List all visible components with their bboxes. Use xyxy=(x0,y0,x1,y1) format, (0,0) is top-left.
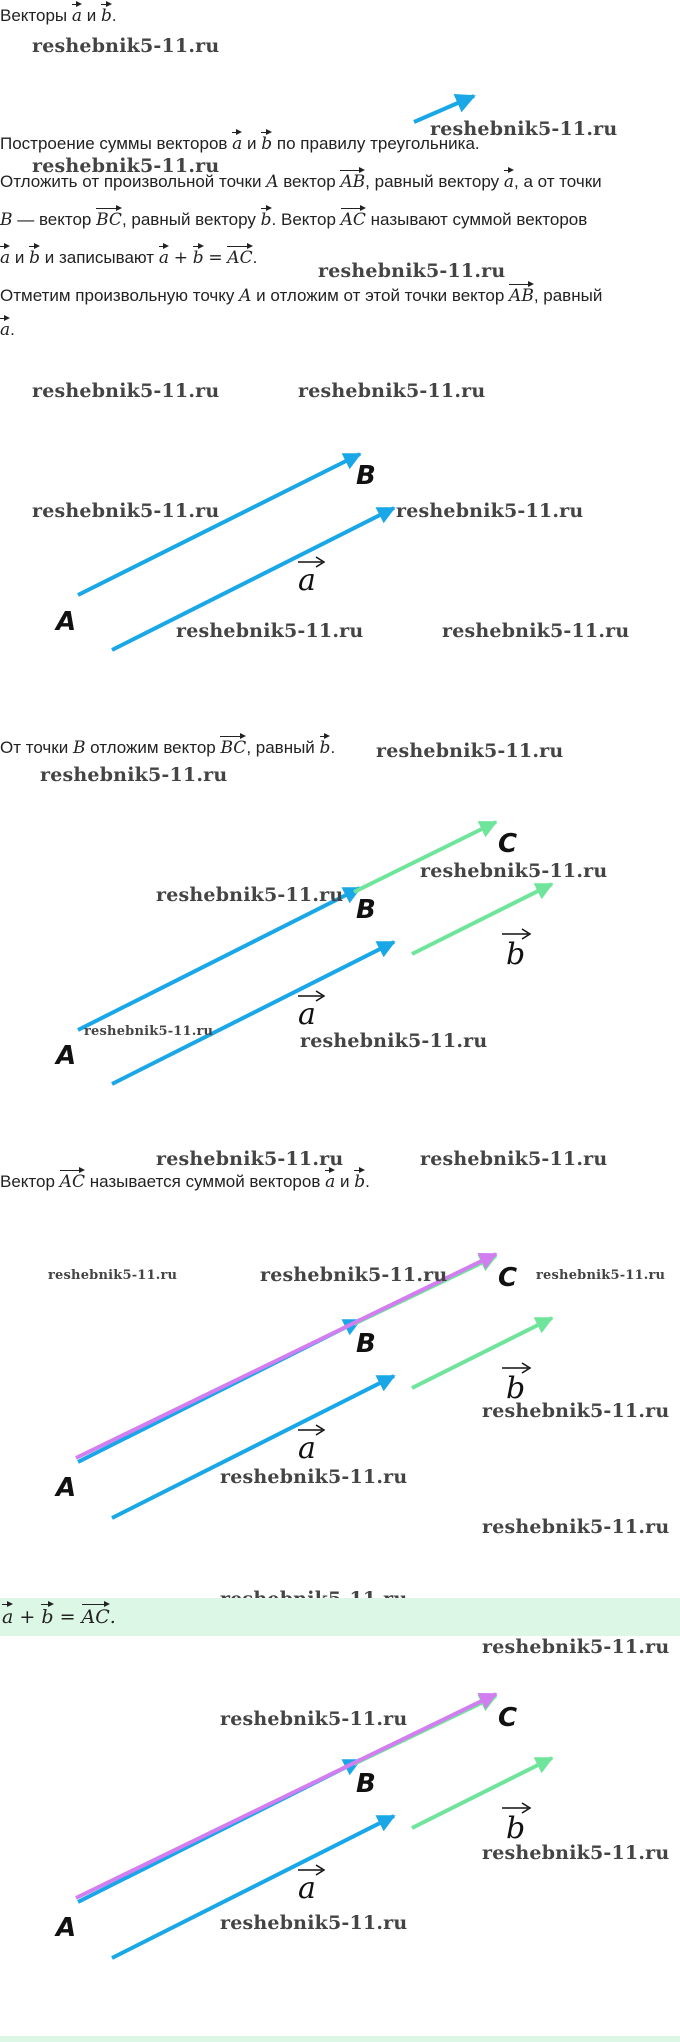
vector-b-figure-label: b xyxy=(506,937,526,972)
vector-b-figure-label: b xyxy=(506,1811,526,1846)
watermark: reshebnik5-11.ru xyxy=(482,1842,670,1864)
watermark: reshebnik5-11.ru xyxy=(300,1030,488,1052)
point-c-label: C xyxy=(498,1703,518,1733)
p2-line1: Отметим произвольную точку A и отложим от этой точки вектор AB, равный xyxy=(0,286,603,306)
vector-a-arrow xyxy=(112,942,394,1084)
figure-2-vector-bc xyxy=(0,812,680,1102)
figure-4-sum-ac xyxy=(0,1690,680,1980)
p2-line2: a. xyxy=(0,320,15,340)
p1-line4: a и b и записывают a + b = AC. xyxy=(0,248,258,268)
watermark: reshebnik5-11.ru xyxy=(220,1912,408,1934)
p1-line2: Отложить от произвольной точки A вектор AB, равный вектору a, а от точки xyxy=(0,172,602,192)
watermark: reshebnik5-11.ru xyxy=(318,260,506,282)
vector-a-figure-label: a xyxy=(298,1431,316,1466)
vector-b-arrow xyxy=(412,1758,552,1828)
point-b-label: B xyxy=(356,1769,376,1799)
point-a-label: A xyxy=(56,1473,77,1503)
vector-a-arrow xyxy=(112,1376,394,1518)
watermark: reshebnik5-11.ru xyxy=(32,380,220,402)
vector-b-figure-label: b xyxy=(506,1371,526,1406)
point-b-label: B xyxy=(356,1329,376,1359)
vector-ab-arrow xyxy=(78,888,360,1030)
watermark: reshebnik5-11.ru xyxy=(32,500,220,522)
watermark: reshebnik5-11.ru xyxy=(48,1268,178,1283)
point-c-label: C xyxy=(498,829,518,859)
point-b-label: B xyxy=(356,461,376,491)
vector-a-figure-label: a xyxy=(298,1871,316,1906)
point-a-label: A xyxy=(56,1913,77,1943)
watermark: reshebnik5-11.ru xyxy=(220,1466,408,1488)
p4-line1: Вектор AC называется суммой векторов a и b. xyxy=(0,1172,370,1192)
watermark: reshebnik5-11.ru xyxy=(298,380,486,402)
watermark: reshebnik5-11.ru xyxy=(420,860,608,882)
watermark: reshebnik5-11.ru xyxy=(482,1516,670,1538)
point-a-label: A xyxy=(56,1041,77,1071)
bottom-band xyxy=(0,2036,680,2042)
watermark: reshebnik5-11.ru xyxy=(260,1264,448,1286)
vector-a-label: a xyxy=(71,6,83,26)
point-b-label: B xyxy=(356,895,376,925)
watermark: reshebnik5-11.ru xyxy=(84,1024,214,1039)
intro-text: Векторы xyxy=(0,6,68,25)
watermark: reshebnik5-11.ru xyxy=(32,155,220,177)
vector-a-arrow xyxy=(112,1816,394,1958)
point-a-label: A xyxy=(56,607,77,637)
watermark: reshebnik5-11.ru xyxy=(482,1636,670,1658)
vector-a-figure-label: a xyxy=(298,997,316,1032)
sum-formula: a + b = AC. xyxy=(2,1606,116,1628)
watermark: reshebnik5-11.ru xyxy=(396,500,584,522)
watermark: reshebnik5-11.ru xyxy=(536,1268,666,1283)
watermark: reshebnik5-11.ru xyxy=(32,35,220,57)
p1-line1: Построение суммы векторов a и b по правилу треугольника. xyxy=(0,134,480,154)
vector-b-arrow xyxy=(412,1318,552,1388)
vector-b-label: b xyxy=(101,6,112,26)
p3-line1: От точки B отложим вектор BC, равный b. xyxy=(0,738,336,758)
watermark: reshebnik5-11.ru xyxy=(482,1400,670,1422)
watermark: reshebnik5-11.ru xyxy=(430,118,618,140)
watermark: reshebnik5-11.ru xyxy=(376,740,564,762)
vector-b-arrow xyxy=(412,884,552,954)
vector-a-figure-label: a xyxy=(298,563,316,598)
watermark: reshebnik5-11.ru xyxy=(220,1708,408,1730)
p1-line3: B — вектор BC, равный вектору b. Вектор AC называют суммой векторов xyxy=(0,210,588,230)
watermark: reshebnik5-11.ru xyxy=(40,764,228,786)
watermark: reshebnik5-11.ru xyxy=(156,1148,344,1170)
figure-3-sum-ac xyxy=(0,1250,680,1540)
point-c-label: C xyxy=(498,1263,518,1293)
watermark: reshebnik5-11.ru xyxy=(156,884,344,906)
vector-ab-arrow xyxy=(78,454,360,595)
watermark: reshebnik5-11.ru xyxy=(176,620,364,642)
watermark: reshebnik5-11.ru xyxy=(442,620,630,642)
intro-line: Векторы a и b. xyxy=(0,6,117,26)
watermark: reshebnik5-11.ru xyxy=(420,1148,608,1170)
